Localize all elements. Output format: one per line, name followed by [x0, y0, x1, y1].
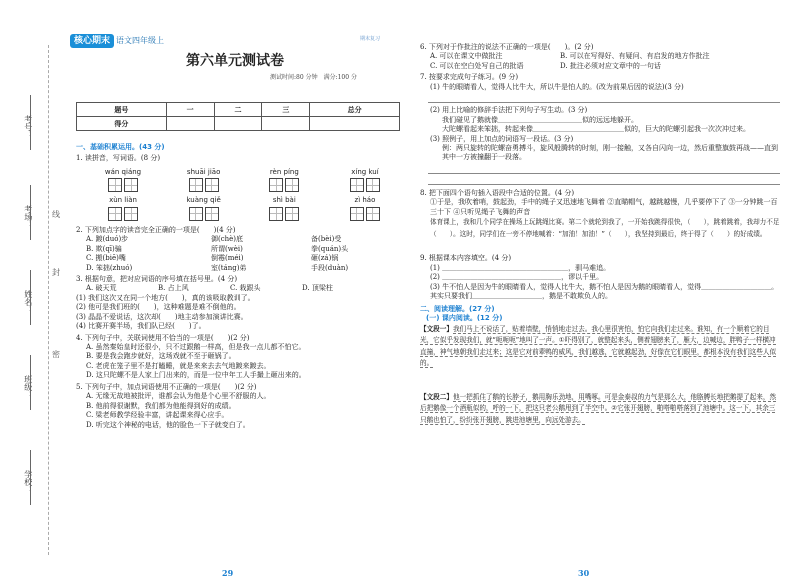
- pinyin-item: shì bài: [255, 196, 313, 220]
- question-4-option: A. 虽然秦始皇时还很小，只不过跟鹅一样高，但是我一点儿都不怕它。: [86, 343, 306, 351]
- question-4-option: C. 老虎在笼子里不是打瞌睡，就是来来去去气地踱来踱去。: [86, 361, 271, 370]
- option-cell: 御(chè)底: [211, 235, 244, 244]
- question-8-paragraph: 体育课上，我和几个同学在操场上玩跳绳比赛。第二个就轮到我了，一开始我跳得很快，（ ），跳着跳着，我却力不足（ ）。这时，同学们在一旁不停地喊着：“加油！加油！”（ ），我坚持到最后，终于得了（ ）的好成绩。: [430, 218, 780, 238]
- pinyin-item: rèn píng: [255, 168, 313, 192]
- question-3: 3. 根据句意，把对应词语的序号填在括号里。(4 分): [76, 274, 238, 283]
- question-3-item: (2) 他可是我们班的( )，这种难题是难不倒他的。: [76, 303, 241, 312]
- option-cell: C. 搬(biē)嘴: [86, 254, 126, 263]
- pinyin-row: [94, 196, 394, 220]
- page-number-right: 30: [578, 568, 590, 578]
- score-cell[interactable]: [166, 117, 214, 131]
- option-cell: B. 占上风: [158, 284, 189, 293]
- right-column: [420, 43, 780, 439]
- question-7-part3: (3) 照例子，用上加点的词语写一段话。(3 分): [430, 134, 574, 143]
- option-cell: 备(bèi)受: [311, 235, 342, 244]
- question-7-part2-b: 大陀螺看起来笨拙，转起来像＿＿＿＿＿＿＿＿＿＿＿＿＿似的，巨大的陀螺引起我一次次冲过来。: [442, 125, 750, 134]
- answer-boxes[interactable]: [255, 178, 313, 192]
- score-header-row: [77, 103, 400, 117]
- question-3-item: (3) 晶晶不爱说话，这次却( )地主动参加演讲比赛。: [76, 312, 248, 321]
- option-cell: 手段(duàn): [311, 263, 349, 272]
- question-8-options: ①于是，我吹着哨，鼓起劲，手中的绳子又迅速地飞舞着 ②直瞄帽气，越跳越慢，几乎要停下了 ③一分钟跳一百三十下 ④只听见绳子飞舞的声音: [430, 198, 778, 216]
- question-9-item: (2) ＿＿＿＿＿＿＿＿＿＿＿＿＿＿＿＿＿，谬以千里。: [430, 273, 604, 282]
- binding-word-line: 线: [52, 210, 60, 219]
- label-exam-number: 考号：: [23, 115, 33, 139]
- pinyin-item: xíng kuí: [336, 168, 394, 192]
- exam-title: 第六单元测试卷: [186, 53, 284, 69]
- pinyin-item: xùn liàn: [94, 196, 152, 220]
- question-4-option: D. 这只陀螺不是人家上门出来的，而是一位中年工人手撮上砸出来的。: [86, 371, 306, 380]
- question-5: 5. 下列句子中，加点词语使用不正确的一项是( )(2 分): [76, 382, 257, 391]
- option-cell: D. 顶梁柱: [302, 284, 333, 293]
- option-cell: 砸(zá)锅: [311, 254, 339, 263]
- page-number-left: 29: [222, 568, 234, 578]
- section-heading: 一、基础积累运用。(43 分): [76, 143, 165, 151]
- option-cell: 所谓(wèi): [211, 244, 243, 253]
- answer-boxes[interactable]: [94, 207, 152, 221]
- option-cell: B. 欺(qī)骗: [86, 244, 122, 253]
- question-3-item: (1) 我们这次又在同一个地方( )，真的该吸取教训了。: [76, 293, 255, 302]
- question-7-part1: (1) 牛的眼睛看人，觉得人比牛大，所以牛是怕人的。(改为前果后因的说法)(3 分): [430, 82, 684, 91]
- score-value-row: [77, 117, 400, 131]
- score-cell[interactable]: [214, 117, 262, 131]
- passage-text: 我们马上不说话了，贴着墙壁，悄悄地走过去。我心里很害怕，怕它向我们走过来。谁知，有一个顺着它的目光，它似乎发现我们，就“呃呃呃”地叫了一声。①吓得别了，就整起来头，侧着翅膀来了，雁大，边喊边，胖鸭子一样横冲直撞，神气地朝我们走过来；这是它对前辈鸭的威风，我们越逃，它就越起劲，好像在它们眼里，都根本没有我们这些人似的。: [420, 324, 777, 368]
- question-5-option: D. 听完这个神秘的电话，他的脸色一下子就变白了。: [86, 420, 250, 429]
- reading-passage-1: [420, 324, 780, 390]
- binding-margin: [0, 0, 70, 585]
- score-row-label: 得分: [77, 117, 167, 131]
- section-heading: 二、阅读理解。(27 分): [420, 304, 495, 313]
- question-9-item: (1) ＿＿＿＿＿＿＿＿＿＿＿＿＿＿＿＿＿＿，驯马难追。: [430, 263, 611, 272]
- pinyin-item: shuāi jiāo: [175, 168, 233, 192]
- score-header: 一: [166, 103, 214, 117]
- answer-line[interactable]: [428, 165, 780, 174]
- option-cell: 倒霉(méi): [211, 254, 244, 263]
- question-8: 8. 把下面四个语句插入语段中合适的位置。(4 分): [420, 188, 575, 197]
- answer-boxes[interactable]: [94, 178, 152, 192]
- pinyin-item: zì háo: [336, 196, 394, 220]
- question-5-option: B. 他前得很谢默，我们都为他能得到好的成绩。: [86, 401, 236, 410]
- answer-line[interactable]: [428, 94, 780, 103]
- score-cell[interactable]: [310, 117, 400, 131]
- left-column: [76, 143, 406, 430]
- question-9-item: (3) 牛不怕人是因为牛的眼睛看人，觉得人比牛大，鹅不怕人是因为鹅的眼睛看人，觉得＿＿＿＿＿＿＿＿＿＿。其实只要我们＿＿＿＿＿＿＿＿＿＿，鹅是不敢欺负人的。: [430, 282, 779, 301]
- score-cell[interactable]: [262, 117, 310, 131]
- question-4-option: B. 要是我会跑步就好，这场戏就不至于砸锅了。: [86, 352, 236, 361]
- option-cell: 室(táng)弟: [211, 263, 247, 272]
- answer-boxes[interactable]: [175, 207, 233, 221]
- question-7: 7. 按要求完成句子练习。(9 分): [420, 73, 519, 82]
- question-3-item: (4) 比赛开赛半场，我们队已经( )了。: [76, 322, 206, 331]
- question-2: 2. 下列加点字的读音完全正确的一项是( )(4 分): [76, 225, 236, 234]
- question-6-options: [420, 62, 780, 71]
- passage-text: 他一把抓住了鹅的长脖子，鹅用胸乐劲地，用嘴啄。可是金泰叔的力气是那么大，他胳膊长地把鹅提了起来，然后把鹅像一个酒瓶似的，呼的一下，把这只老公鹅甩到了半空中。②它张开翅膀，啪嗒啪嗒落到了池塘中。这一下，其余三只鹅也怕了，纷纷张开翅膀，跳进池塘里，向远处游去。: [420, 392, 777, 424]
- question-7-example: 例：两只旋转的陀螺奋勇搏斗，旋风般腾转的时刻，刚一接触，又各自闪向一边，然后重整旗鼓再战——直到其中一方被撞翻于一段落。: [442, 143, 778, 162]
- score-header: 题号: [77, 103, 167, 117]
- header-note: 期末复习: [360, 36, 381, 42]
- answer-boxes[interactable]: [255, 207, 313, 221]
- question-2-options: [86, 235, 406, 273]
- subsection-heading: (一) 课内阅读。(12 分): [426, 314, 503, 323]
- question-1: 1. 读拼音，写词语。(8 分): [76, 154, 161, 163]
- question-6-options: [420, 52, 780, 61]
- question-5-option: A. 无缘无故地被批评，谁都会认为他是个心里不舒服的人。: [86, 392, 271, 401]
- question-7-part2-a: 我们碰见了鹅就像＿＿＿＿＿＿＿＿＿＿＿＿似的远远地躲开。: [442, 115, 638, 124]
- exam-meta: 测试时间:80 分钟 满分:100 分: [270, 74, 357, 81]
- logo-badge: 核心期末: [70, 34, 114, 48]
- logo-subtitle: 语文四年级上: [116, 35, 165, 45]
- option-cell: D. 笨拙(zhuó): [86, 263, 133, 272]
- question-4: 4. 下列句子中，关联词使用不恰当的一项是( )(2 分): [76, 333, 250, 342]
- answer-boxes[interactable]: [336, 178, 394, 192]
- answer-boxes[interactable]: [336, 207, 394, 221]
- score-table: [76, 102, 400, 131]
- option-cell: 拳(quán)头: [311, 244, 349, 253]
- score-header: 三: [262, 103, 310, 117]
- score-header: 二: [214, 103, 262, 117]
- label-school: 学校：: [23, 470, 33, 494]
- score-header: 总分: [310, 103, 400, 117]
- question-3-options: [86, 284, 406, 293]
- label-name: 姓名：: [23, 290, 33, 314]
- question-9: 9. 根据课本内容填空。(4 分): [420, 254, 512, 263]
- option-cell: A. 踱(duó)步: [86, 235, 129, 244]
- pinyin-item: kuàng qiě: [175, 196, 233, 220]
- answer-boxes[interactable]: [175, 178, 233, 192]
- cut-line: [48, 45, 49, 555]
- option-cell: D. 批注必须对应文章中的一句话: [560, 61, 661, 70]
- pinyin-row: [94, 168, 394, 192]
- binding-word-close: 密: [52, 350, 60, 359]
- question-6: 6. 下列对于作批注的说法不正确的一项是( )。(2 分): [420, 43, 594, 51]
- answer-line[interactable]: [428, 176, 780, 185]
- passage-label: 【文段一】: [420, 324, 453, 333]
- question-7-part2: (2) 用上比喻的修辞手法把下列句子写生动。(3 分): [430, 106, 588, 115]
- pinyin-item: wán qiáng: [94, 168, 152, 192]
- reading-passage-2: [420, 392, 780, 439]
- option-cell: B. 可以在写得好、有疑问、有启发的地方作批注: [560, 52, 710, 61]
- label-exam-room: 考场：: [23, 205, 33, 229]
- passage-label: 【文段二】: [420, 392, 453, 401]
- option-cell: A. 破天荒: [86, 284, 117, 293]
- label-class: 班级：: [23, 375, 33, 399]
- option-cell: C. 栽跟头: [230, 284, 261, 293]
- binding-word-seal: 封: [52, 268, 60, 277]
- brand-logo: [70, 34, 164, 48]
- option-cell: C. 可以在空白处写自己的批语: [430, 61, 524, 70]
- option-cell: A. 可以在课文中做批注: [430, 52, 503, 61]
- question-5-option: C. 梁老师教学经验丰富，讲起课来得心应手。: [86, 411, 229, 420]
